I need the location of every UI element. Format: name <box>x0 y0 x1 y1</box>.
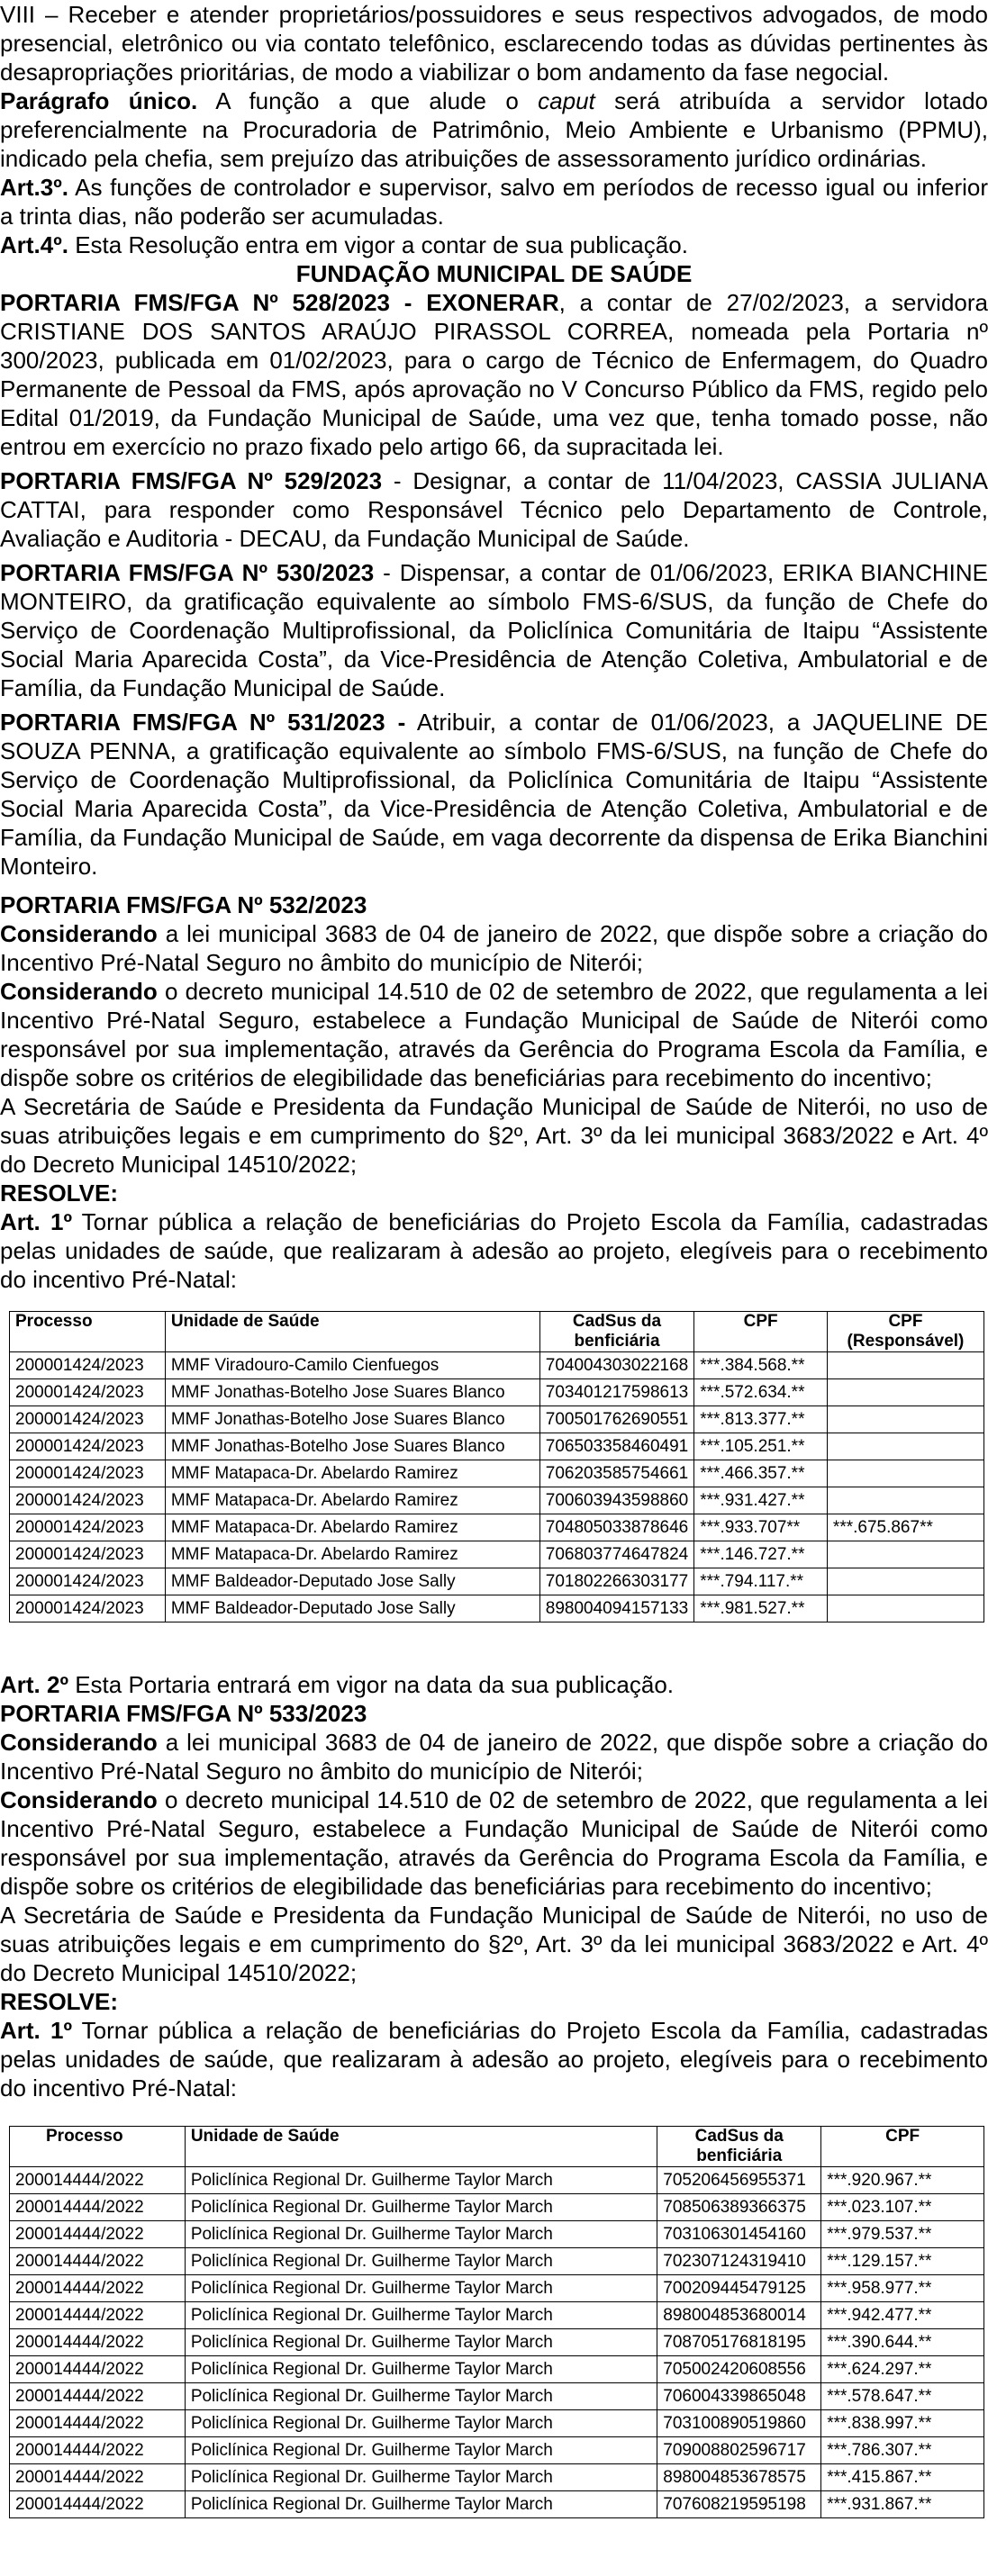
table-cell: 700603943598860 <box>539 1487 694 1514</box>
table-cell: 200001424/2023 <box>10 1487 166 1514</box>
table-cell: 200014444/2022 <box>10 2491 186 2518</box>
portaria-532-section <box>0 890 988 1294</box>
portaria-530: PORTARIA FMS/FGA Nº 530/2023 - Dispensar, a contar de 01/06/2023, ERIKA BIANCHINE MONTEIRO, da gratificação equivalente ao símbolo FMS-6/SUS, da função de Chefe do Serviço de Coordenação Multiprofissional, da Policlínica Comunitária de Itaipu “Assistente Social Maria Aparecida Costa”, da Vice-Presidência de Atenção Coletiva, Ambulatorial e de Família, da Fundação Municipal de Saúde. <box>0 559 988 701</box>
table-cell: 200001424/2023 <box>10 1568 166 1595</box>
header-cadsus: CadSus da benficiária <box>657 2127 821 2167</box>
table-row <box>10 1595 984 1622</box>
considerando-2: Considerando o decreto municipal 14.510 de 02 de setembro de 2022, que regulamenta a lei Incentivo Pré-Natal Seguro, estabelece a Fundação Municipal de Saúde de Niterói como responsável por sua implementação, através da Gerência do Programa Escola da Família, e dispõe sobre os critérios de elegibilidade das beneficiárias para recebimento do incentivo; <box>0 1786 988 1900</box>
table-cell: 703100890519860 <box>657 2410 821 2437</box>
table-cell: 705002420608556 <box>657 2356 821 2383</box>
table-cell: 706004339865048 <box>657 2383 821 2410</box>
table-cell: 200014444/2022 <box>10 2248 186 2275</box>
portaria-528: PORTARIA FMS/FGA Nº 528/2023 - EXONERAR, a contar de 27/02/2023, a servidora CRISTIANE DOS SANTOS ARAÚJO PIRASSOL CORREA, nomeada pela Portaria nº 300/2023, publicada em 01/02/2023, para o cargo de Técnico de Enfermagem, do Quadro Permanente de Pessoal da FMS, após aprovação no V Concurso Público da FMS, regido pelo Edital 01/2019, da Fundação Municipal de Saúde, uma vez que, tenha tomado posse, não entrou em exercício no prazo fixado pelo artigo 66, da supracitada lei. <box>0 289 988 460</box>
considerando-1: Considerando a lei municipal 3683 de 04 de janeiro de 2022, que dispõe sobre a criação do Incentivo Pré-Natal Seguro no âmbito do município de Niterói; <box>0 1729 988 1785</box>
portaria-529: PORTARIA FMS/FGA Nº 529/2023 - Designar, a contar de 11/04/2023, CASSIA JULIANA CATTAI, para responder como Responsável Técnico pelo Departamento de Controle, Avaliação e Auditoria - DECAU, da Fundação Municipal de Saúde. <box>0 467 988 552</box>
table-row <box>10 2383 984 2410</box>
table-cell: 200001424/2023 <box>10 1514 166 1541</box>
table-cell: 898004094157133 <box>539 1595 694 1622</box>
table-cell: 200001424/2023 <box>10 1433 166 1460</box>
header-cpf: CPF <box>694 1312 828 1352</box>
table-cell: MMF Matapaca-Dr. Abelardo Ramirez <box>165 1487 539 1514</box>
table-cell <box>827 1433 983 1460</box>
portaria-533-title: PORTARIA FMS/FGA Nº 533/2023 <box>0 1700 367 1727</box>
table-cell: MMF Jonathas-Botelho Jose Suares Blanco <box>165 1379 539 1406</box>
table-cell <box>827 1406 983 1433</box>
table-cell: ***.624.297.** <box>821 2356 984 2383</box>
table-cell: 200014444/2022 <box>10 2437 186 2464</box>
table-cell: 700501762690551 <box>539 1406 694 1433</box>
resolve: RESOLVE: <box>0 1180 118 1207</box>
table-cell: 708506389366375 <box>657 2194 821 2221</box>
table-cell: ***.578.647.** <box>821 2383 984 2410</box>
table-cell: Policlínica Regional Dr. Guilherme Taylor March <box>185 2167 657 2194</box>
table-cell: Policlínica Regional Dr. Guilherme Taylor March <box>185 2275 657 2302</box>
table-cell <box>827 1379 983 1406</box>
table-row <box>10 1487 984 1514</box>
beneficiarias-table-532 <box>9 1311 984 1622</box>
table-cell: Policlínica Regional Dr. Guilherme Taylor March <box>185 2356 657 2383</box>
table-cell: 200014444/2022 <box>10 2410 186 2437</box>
table-cell: 200014444/2022 <box>10 2329 186 2356</box>
table-cell: MMF Jonathas-Botelho Jose Suares Blanco <box>165 1433 539 1460</box>
table-cell: 200014444/2022 <box>10 2383 186 2410</box>
table-cell: MMF Baldeador-Deputado Jose Sally <box>165 1568 539 1595</box>
table-cell: Policlínica Regional Dr. Guilherme Taylor March <box>185 2221 657 2248</box>
considerando-2: Considerando o decreto municipal 14.510 de 02 de setembro de 2022, que regulamenta a lei Incentivo Pré-Natal Seguro, estabelece a Fundação Municipal de Saúde de Niterói como responsável por sua implementação, através da Gerência do Programa Escola da Família, e dispõe sobre os critérios de elegibilidade das beneficiárias para recebimento do incentivo; <box>0 978 988 1091</box>
header-unidade: Unidade de Saúde <box>185 2127 657 2167</box>
art-2: Art. 2º Esta Portaria entrará em vigor na data da sua publicação. <box>0 1671 675 1698</box>
portaria-531: PORTARIA FMS/FGA Nº 531/2023 - Atribuir, a contar de 01/06/2023, a JAQUELINE DE SOUZA PENNA, a gratificação equivalente ao símbolo FMS-6/SUS, na função de Chefe do Serviço de Coordenação Multiprofissional, da Policlínica Comunitária de Itaipu “Assistente Social Maria Aparecida Costa”, da Vice-Presidência de Atenção Coletiva, Ambulatorial e de Família, da Fundação Municipal de Saúde, em vaga decorrente da dispensa de Erika Bianchini Monteiro. <box>0 709 988 880</box>
portaria-532-title: PORTARIA FMS/FGA Nº 532/2023 <box>0 891 367 918</box>
table-cell: 200001424/2023 <box>10 1541 166 1568</box>
table-row <box>10 2275 984 2302</box>
table-cell: 200014444/2022 <box>10 2302 186 2329</box>
table-cell: 200014444/2022 <box>10 2275 186 2302</box>
table-cell: Policlínica Regional Dr. Guilherme Taylor March <box>185 2248 657 2275</box>
art-1: Art. 1º Tornar pública a relação de beneficiárias do Projeto Escola da Família, cadastradas pelas unidades de saúde, que realizaram à adesão ao projeto, elegíveis para o recebimento do incentivo Pré-Natal: <box>0 2017 988 2101</box>
art-1: Art. 1º Tornar pública a relação de beneficiárias do Projeto Escola da Família, cadastradas pelas unidades de saúde, que realizaram à adesão ao projeto, elegíveis para o recebimento do incentivo Pré-Natal: <box>0 1208 988 1293</box>
table-cell: 700209445479125 <box>657 2275 821 2302</box>
intro-section <box>0 0 988 886</box>
table-cell: Policlínica Regional Dr. Guilherme Taylor March <box>185 2410 657 2437</box>
header-processo: Processo <box>10 2127 186 2167</box>
table-row <box>10 1406 984 1433</box>
paragrafo-unico-label: Parágrafo único. <box>0 87 198 114</box>
table-cell: ***.979.537.** <box>821 2221 984 2248</box>
table-cell <box>827 1595 983 1622</box>
table-row <box>10 2464 984 2491</box>
table-cell: ***.390.644.** <box>821 2329 984 2356</box>
table-cell: 706803774647824 <box>539 1541 694 1568</box>
table-cell: MMF Baldeador-Deputado Jose Sally <box>165 1595 539 1622</box>
header-cadsus: CadSus da benficiária <box>539 1312 694 1352</box>
table-cell: 709008802596717 <box>657 2437 821 2464</box>
table-cell <box>827 1460 983 1487</box>
table-cell: 200001424/2023 <box>10 1406 166 1433</box>
table-cell: 200001424/2023 <box>10 1460 166 1487</box>
table-row <box>10 2167 984 2194</box>
header-cpf: CPF <box>821 2127 984 2167</box>
table-row <box>10 2437 984 2464</box>
table-cell: ***.958.977.** <box>821 2275 984 2302</box>
table-cell: 200001424/2023 <box>10 1352 166 1379</box>
table-body <box>10 2167 984 2518</box>
table-cell: 200014444/2022 <box>10 2194 186 2221</box>
table-cell: ***.813.377.** <box>694 1406 828 1433</box>
table-cell: 200014444/2022 <box>10 2464 186 2491</box>
table-cell: ***.931.867.** <box>821 2491 984 2518</box>
table-cell: 200001424/2023 <box>10 1595 166 1622</box>
table-cell: 706203585754661 <box>539 1460 694 1487</box>
table-cell: 898004853680014 <box>657 2302 821 2329</box>
table-row <box>10 1433 984 1460</box>
table-cell: 705206456955371 <box>657 2167 821 2194</box>
table-row <box>10 1379 984 1406</box>
resolve: RESOLVE: <box>0 1988 118 2015</box>
table-cell: MMF Viradouro-Camilo Cienfuegos <box>165 1352 539 1379</box>
table-header-row <box>10 2127 984 2167</box>
art-4: Art.4º. Esta Resolução entra em vigor a contar de sua publicação. <box>0 231 688 258</box>
table-row <box>10 2329 984 2356</box>
considerando-1: Considerando a lei municipal 3683 de 04 de janeiro de 2022, que dispõe sobre a criação do Incentivo Pré-Natal Seguro no âmbito do município de Niterói; <box>0 920 988 976</box>
table-row <box>10 1352 984 1379</box>
inciso-viii: VIII – Receber e atender proprietários/possuidores e seus respectivos advogados, de modo presencial, eletrônico ou via contato telefônico, esclarecendo todas as dúvidas pertinentes às desapropriações prioritárias, de modo a viabilizar o bom andamento da fase negocial. <box>0 1 988 86</box>
table-cell: 703106301454160 <box>657 2221 821 2248</box>
portaria-533-section <box>0 1670 988 2102</box>
table-cell <box>827 1352 983 1379</box>
table-cell: 702307124319410 <box>657 2248 821 2275</box>
table-header-row <box>10 1312 984 1352</box>
table-cell: ***.981.527.** <box>694 1595 828 1622</box>
table-cell: ***.675.867** <box>827 1514 983 1541</box>
table-cell: ***.838.997.** <box>821 2410 984 2437</box>
table-row <box>10 1568 984 1595</box>
table-cell: Policlínica Regional Dr. Guilherme Taylor March <box>185 2329 657 2356</box>
table-cell: Policlínica Regional Dr. Guilherme Taylor March <box>185 2194 657 2221</box>
table-cell: 707608219595198 <box>657 2491 821 2518</box>
table-cell: ***.023.107.** <box>821 2194 984 2221</box>
table-cell <box>827 1541 983 1568</box>
table-cell: 701802266303177 <box>539 1568 694 1595</box>
table-cell: MMF Matapaca-Dr. Abelardo Ramirez <box>165 1541 539 1568</box>
header-processo: Processo <box>10 1312 166 1352</box>
table-row <box>10 2356 984 2383</box>
table-cell: ***.794.117.** <box>694 1568 828 1595</box>
table-body <box>10 1352 984 1622</box>
table-cell: 704004303022168 <box>539 1352 694 1379</box>
table-cell: ***.933.707** <box>694 1514 828 1541</box>
art-3: Art.3º. As funções de controlador e supervisor, salvo em períodos de recesso igual ou inferior a trinta dias, não poderão ser acumuladas. <box>0 174 988 230</box>
table-row <box>10 2221 984 2248</box>
table-row <box>10 2194 984 2221</box>
table-cell: 703401217598613 <box>539 1379 694 1406</box>
table-cell: 200001424/2023 <box>10 1379 166 1406</box>
table-cell: 706503358460491 <box>539 1433 694 1460</box>
table-cell: Policlínica Regional Dr. Guilherme Taylor March <box>185 2302 657 2329</box>
table-row <box>10 1460 984 1487</box>
secretaria-text: A Secretária de Saúde e Presidenta da Fundação Municipal de Saúde de Niterói, no uso de suas atribuições legais e em cumprimento do §2º, Art. 3º da lei municipal 3683/2022 e Art. 4º do Decreto Municipal 14510/2022; <box>0 1093 988 1178</box>
fms-header: FUNDAÇÃO MUNICIPAL DE SAÚDE <box>295 260 693 287</box>
paragrafo-unico: Parágrafo único. A função a que alude o caput será atribuída a servidor lotado preferencialmente na Procuradoria de Patrimônio, Meio Ambiente e Urbanismo (PPMU), indicado pela chefia, sem prejuízo das atribuições de assessoramento jurídico ordinárias. <box>0 87 988 172</box>
table-cell: Policlínica Regional Dr. Guilherme Taylor March <box>185 2437 657 2464</box>
table-row <box>10 2491 984 2518</box>
beneficiarias-table-533 <box>9 2126 984 2518</box>
table-row <box>10 2248 984 2275</box>
table-cell: ***.129.157.** <box>821 2248 984 2275</box>
table-cell: Policlínica Regional Dr. Guilherme Taylor March <box>185 2383 657 2410</box>
table-cell: ***.415.867.** <box>821 2464 984 2491</box>
table-cell: 200014444/2022 <box>10 2167 186 2194</box>
table-cell: ***.105.251.** <box>694 1433 828 1460</box>
table-cell: ***.920.967.** <box>821 2167 984 2194</box>
table-cell: ***.572.634.** <box>694 1379 828 1406</box>
table-cell: Policlínica Regional Dr. Guilherme Taylor March <box>185 2491 657 2518</box>
table-row <box>10 2302 984 2329</box>
table-cell: ***.786.307.** <box>821 2437 984 2464</box>
header-cpf-responsavel: CPF (Responsável) <box>827 1312 983 1352</box>
table-cell: MMF Matapaca-Dr. Abelardo Ramirez <box>165 1460 539 1487</box>
table-row <box>10 1514 984 1541</box>
table-cell: 200014444/2022 <box>10 2356 186 2383</box>
table-cell: MMF Matapaca-Dr. Abelardo Ramirez <box>165 1514 539 1541</box>
table-cell <box>827 1568 983 1595</box>
table-cell: Policlínica Regional Dr. Guilherme Taylor March <box>185 2464 657 2491</box>
table-cell: 200014444/2022 <box>10 2221 186 2248</box>
table-cell: ***.466.357.** <box>694 1460 828 1487</box>
table-row <box>10 1541 984 1568</box>
table-row <box>10 2410 984 2437</box>
header-unidade: Unidade de Saúde <box>165 1312 539 1352</box>
table-cell: ***.146.727.** <box>694 1541 828 1568</box>
table-cell: MMF Jonathas-Botelho Jose Suares Blanco <box>165 1406 539 1433</box>
secretaria-text: A Secretária de Saúde e Presidenta da Fundação Municipal de Saúde de Niterói, no uso de suas atribuições legais e em cumprimento do §2º, Art. 3º da lei municipal 3683/2022 e Art. 4º do Decreto Municipal 14510/2022; <box>0 1902 988 1986</box>
table-cell: ***.384.568.** <box>694 1352 828 1379</box>
table-cell: ***.931.427.** <box>694 1487 828 1514</box>
table-cell <box>827 1487 983 1514</box>
table-cell: ***.942.477.** <box>821 2302 984 2329</box>
table-cell: 708705176818195 <box>657 2329 821 2356</box>
table-cell: 898004853678575 <box>657 2464 821 2491</box>
table-cell: 704805033878646 <box>539 1514 694 1541</box>
